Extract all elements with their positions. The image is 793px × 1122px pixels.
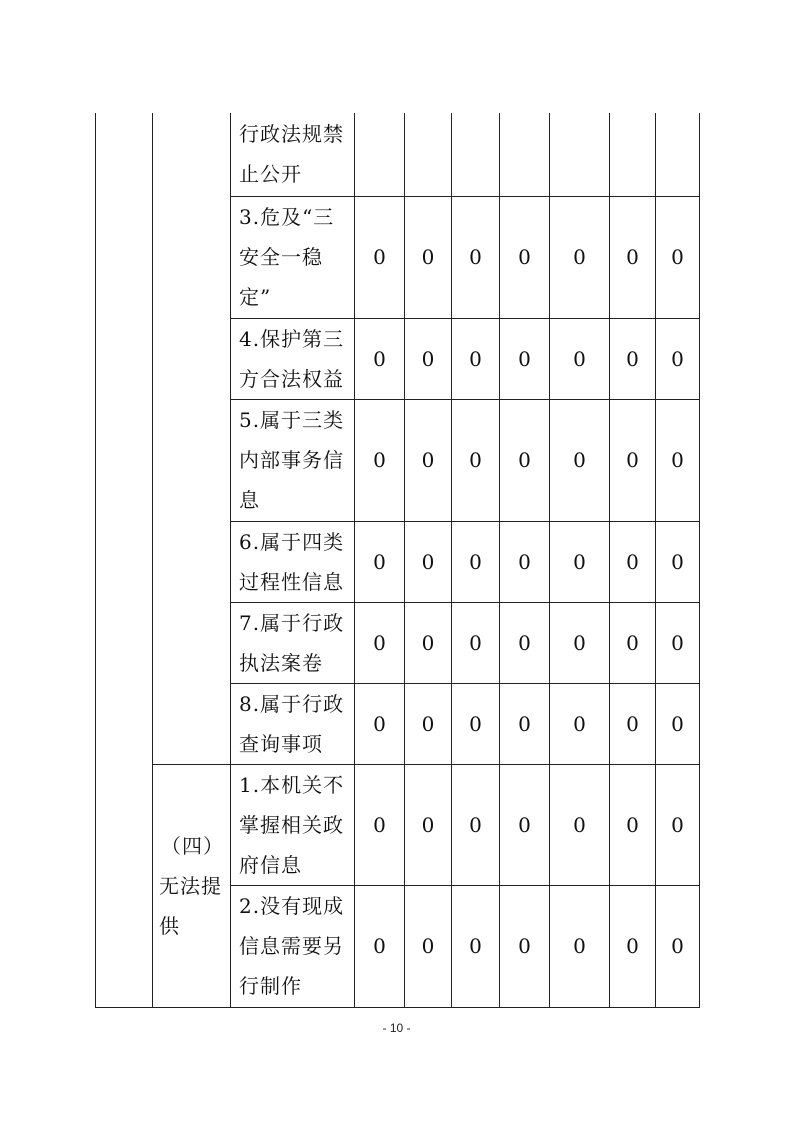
row-label: 1.本机关不掌握相关政府信息 [231,764,355,885]
value-cell: 0 [500,764,550,885]
row-label: 8.属于行政查询事项 [231,683,355,764]
table-row [96,113,700,196]
value-cell: 0 [452,764,500,885]
value-cell: 0 [355,602,405,683]
value-cell: 0 [656,764,700,885]
value-cell: 0 [656,885,700,1007]
value-cell [610,113,656,196]
value-cell: 0 [355,764,405,885]
category-four-number: （四） [161,833,224,858]
value-cell: 0 [405,318,452,399]
value-cell: 0 [355,318,405,399]
value-cell: 0 [550,318,610,399]
value-cell: 0 [550,764,610,885]
value-cell: 0 [405,683,452,764]
value-cell: 0 [610,521,656,602]
row-label: 2.没有现成信息需要另行制作 [231,885,355,1007]
value-cell: 0 [452,602,500,683]
row-label: 4.保护第三方合法权益 [231,318,355,399]
value-cell: 0 [550,885,610,1007]
value-cell: 0 [550,399,610,521]
value-cell: 0 [355,521,405,602]
value-cell: 0 [656,602,700,683]
value-cell: 0 [500,399,550,521]
value-cell: 0 [500,885,550,1007]
value-cell: 0 [405,521,452,602]
value-cell: 0 [656,399,700,521]
row-label: 5.属于三类内部事务信息 [231,399,355,521]
value-cell [550,113,610,196]
value-cell: 0 [355,885,405,1007]
row-label: 3.危及“三安全一稳定” [231,196,355,318]
value-cell [405,113,452,196]
row-label: 7.属于行政执法案卷 [231,602,355,683]
value-cell: 0 [500,318,550,399]
value-cell: 0 [405,602,452,683]
value-cell: 0 [452,399,500,521]
value-cell: 0 [550,683,610,764]
value-cell: 0 [500,683,550,764]
statistics-table [95,113,700,1008]
category-three-cell [153,113,231,764]
value-cell: 0 [656,318,700,399]
value-cell: 0 [452,683,500,764]
category-four-cell [153,764,231,1007]
value-cell: 0 [355,399,405,521]
value-cell: 0 [500,521,550,602]
value-cell: 0 [500,196,550,318]
value-cell: 0 [550,521,610,602]
value-cell: 0 [405,399,452,521]
value-cell [500,113,550,196]
value-cell: 0 [405,885,452,1007]
value-cell [355,113,405,196]
value-cell: 0 [355,196,405,318]
value-cell [656,113,700,196]
value-cell: 0 [452,318,500,399]
value-cell: 0 [610,318,656,399]
value-cell: 0 [656,521,700,602]
value-cell: 0 [610,602,656,683]
value-cell: 0 [550,196,610,318]
value-cell: 0 [610,885,656,1007]
outer-category-cell [96,113,153,1007]
row-label: 6.属于四类过程性信息 [231,521,355,602]
value-cell: 0 [610,764,656,885]
table-row [96,764,700,885]
value-cell: 0 [550,602,610,683]
value-cell: 0 [610,683,656,764]
page-number: - 10 - [382,1021,411,1035]
value-cell: 0 [656,683,700,764]
row-label: 行政法规禁止公开 [231,113,355,196]
value-cell [452,113,500,196]
value-cell: 0 [656,196,700,318]
value-cell: 0 [452,521,500,602]
value-cell: 0 [610,196,656,318]
value-cell: 0 [452,885,500,1007]
value-cell: 0 [500,602,550,683]
category-four-title: 无法提供 [159,873,222,938]
value-cell: 0 [405,196,452,318]
value-cell: 0 [355,683,405,764]
value-cell: 0 [610,399,656,521]
value-cell: 0 [452,196,500,318]
value-cell: 0 [405,764,452,885]
